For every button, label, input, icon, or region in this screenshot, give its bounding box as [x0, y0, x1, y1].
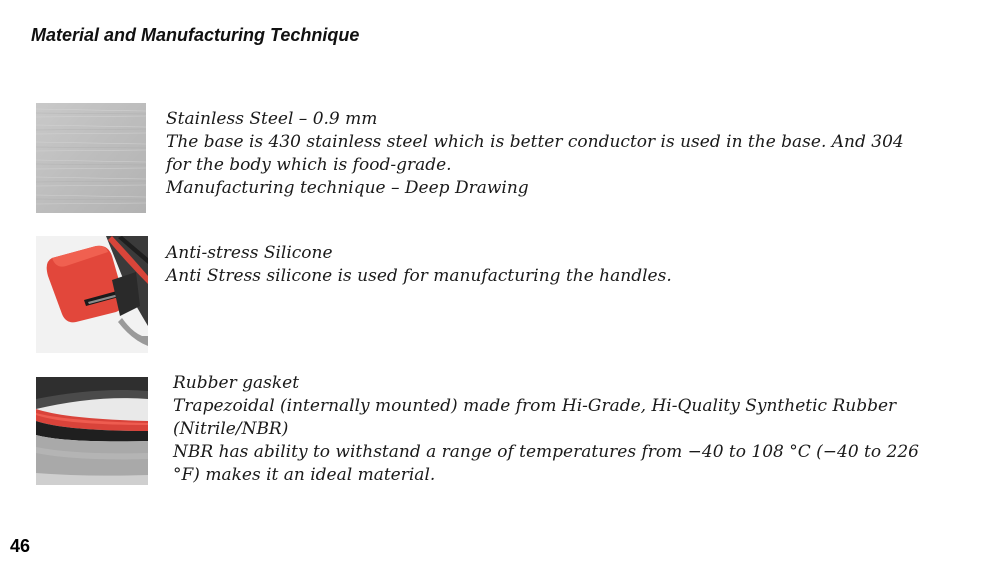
- material-heading: Stainless Steel – 0.9 mm: [166, 109, 378, 129]
- rubber-gasket-description: [173, 372, 919, 487]
- material-detail-line: °F) makes it an ideal material.: [173, 465, 436, 485]
- material-heading: Rubber gasket: [173, 373, 300, 393]
- stainless-steel-description: [166, 108, 904, 200]
- page-number: 46: [10, 536, 31, 556]
- stainless-steel-image: [36, 103, 146, 213]
- material-detail-line: (Nitrile/NBR): [173, 419, 289, 439]
- silicone-description: [166, 242, 672, 288]
- material-detail-line: Anti Stress silicone is used for manufacturing the handles.: [166, 266, 672, 286]
- material-heading: Anti-stress Silicone: [166, 243, 333, 263]
- material-detail-line: Manufacturing technique – Deep Drawing: [166, 178, 529, 198]
- material-detail-line: Trapezoidal (internally mounted) made from Hi-Grade, Hi-Quality Synthetic Rubber: [173, 396, 897, 416]
- rubber-gasket-image: [36, 377, 148, 485]
- page-title: Material and Manufacturing Technique: [31, 25, 360, 45]
- material-detail-line: for the body which is food-grade.: [166, 155, 452, 175]
- material-detail-line: The base is 430 stainless steel which is better conductor is used in the base. And 304: [166, 132, 904, 152]
- silicone-handle-image: [36, 236, 148, 353]
- material-detail-line: NBR has ability to withstand a range of temperatures from −40 to 108 °C (−40 to 226: [173, 442, 919, 462]
